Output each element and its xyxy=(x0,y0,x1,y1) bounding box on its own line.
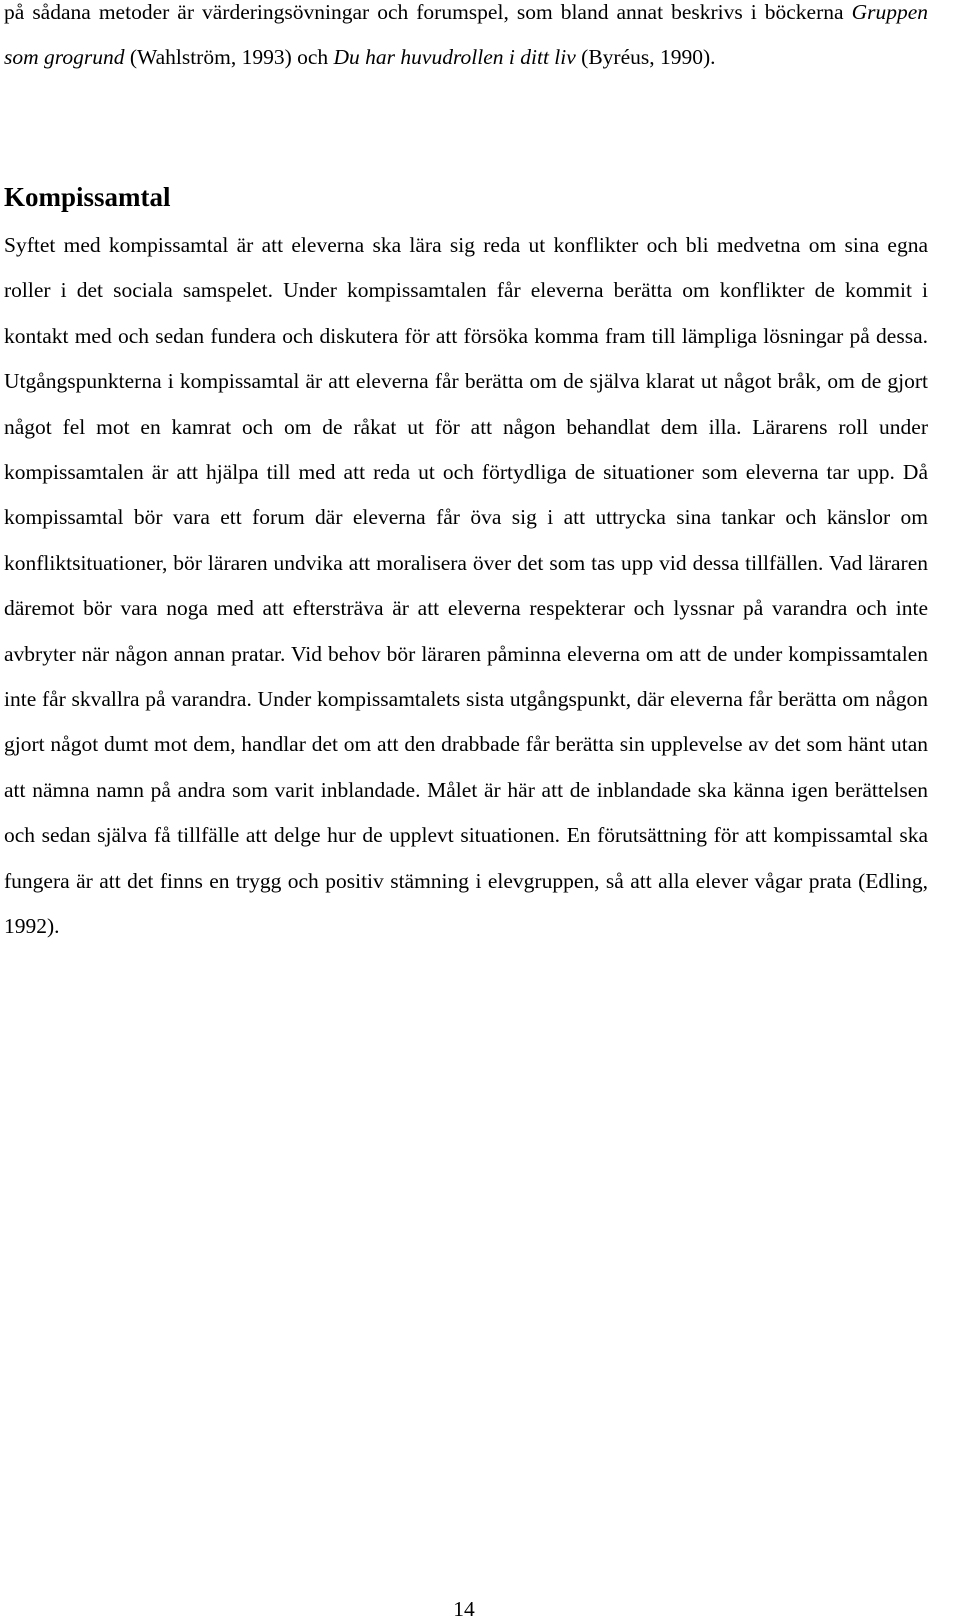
document-page xyxy=(4,0,928,939)
intro-text-3: (Byréus, 1990). xyxy=(575,45,716,69)
intro-text-2: (Wahlström, 1993) och xyxy=(124,45,334,69)
section-paragraph: Syftet med kompissamtal är att eleverna ska lära sig reda ut konflikter och bli medvetna om sina egna roller i det sociala samspelet. Under kompissamtalen får eleverna berätta om konflikter de kommit i kontakt med och sedan fundera och diskutera för att försöka komma fram till lämpliga lösningar på dessa. Utgångspunkterna i kompissamtal är att eleverna får berätta om de själva klarat ut något bråk, om de gjort något fel mot en kamrat och om de råkat ut för att någon behandlat dem illa. Lärarens roll under kompissamtalen är att hjälpa till med att reda ut och förtydliga de situationer som eleverna tar upp. Då kompissamtal bör vara ett forum där eleverna får öva sig i att uttrycka sina tankar och känslor om konfliktsituationer, bör läraren undvika att moralisera över det som tas upp vid dessa tillfällen. Vad läraren däremot bör vara noga med att eftersträva är att eleverna respekterar och lyssnar på varandra och inte avbryter när någon annan pratar. Vid behov bör läraren påminna eleverna om att de under kompissamtalen inte får skvallra på varandra. Under kompissamtalets sista utgångspunkt, där eleverna får berätta om någon gjort något dumt mot dem, handlar det om att den drabbade får berätta sin upplevelse av det som hänt utan att nämna namn på andra som varit inblandade. Målet är här att de inblandade ska känna igen berättelsen och sedan själva få tillfälle att delge hur de upplevt situationen. En förutsättning för att kompissamtal ska fungera är att det finns en trygg och positiv stämning i elevgruppen, så att alla elever vågar prata (Edling, 1992). xyxy=(4,233,928,939)
intro-text-1: på sådana metoder är värderingsövningar och forumspel, som bland annat beskrivs i böckerna xyxy=(4,0,852,24)
book-title-huvudrollen: Du har huvudrollen i ditt liv xyxy=(333,45,576,69)
intro-paragraph xyxy=(4,0,928,80)
book-title-gruppen: Gruppen som grogrund xyxy=(4,0,928,69)
section-heading: Kompissamtal xyxy=(4,182,171,212)
page-number: 14 xyxy=(453,1597,475,1621)
